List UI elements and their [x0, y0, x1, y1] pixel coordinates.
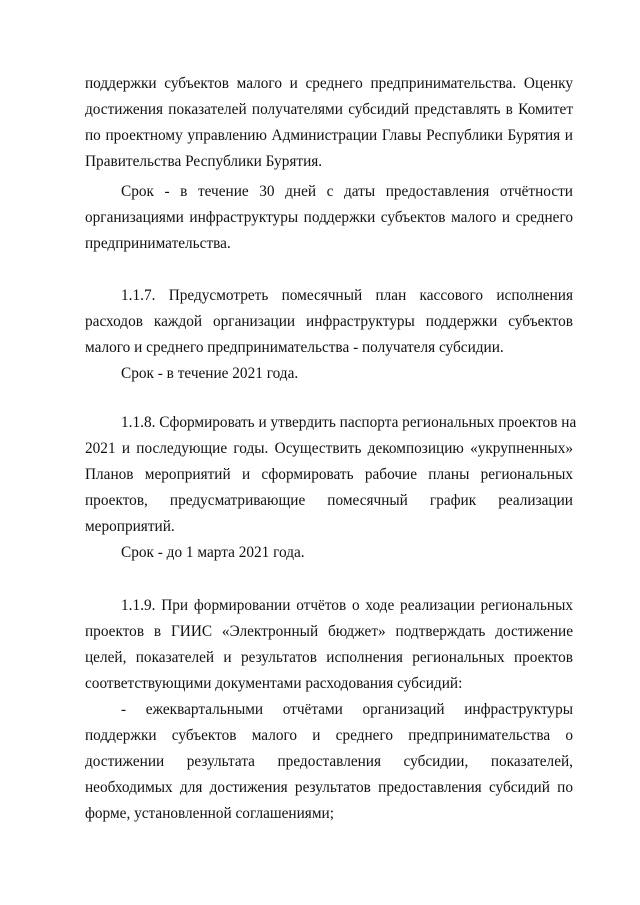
- item-1-1-7-line: малого и среднего предпринимательства - получателя субсидии.: [85, 339, 504, 356]
- deadline-line: Срок - в течение 2021 года.: [121, 365, 299, 382]
- bullet-line: форме, установленной соглашениями;: [85, 805, 334, 822]
- paragraph-line: Правительства Республики Бурятия.: [85, 153, 323, 170]
- item-1-1-8-line: 2021 и последующие годы. Осуществить декомпозицию «укрупненных»: [85, 440, 573, 457]
- bullet-line: необходимых для достижения результатов предоставления субсидий по: [85, 779, 573, 796]
- deadline-line: предпринимательства.: [85, 235, 231, 252]
- deadline-line: Срок - до 1 марта 2021 года.: [121, 544, 305, 561]
- bullet-line: - ежеквартальными отчётами организаций инфраструктуры: [121, 701, 573, 718]
- bullet-line: достижении результата предоставления субсидии, показателей,: [85, 753, 573, 770]
- item-1-1-8-line: 1.1.8. Сформировать и утвердить паспорта региональных проектов на: [121, 414, 577, 431]
- item-1-1-9-line: 1.1.9. При формировании отчётов о ходе реализации региональных: [121, 597, 573, 614]
- item-1-1-8-line: Планов мероприятий и сформировать рабочие планы региональных: [85, 466, 573, 483]
- paragraph-line: достижения показателей получателями субсидий представлять в Комитет: [85, 101, 573, 118]
- item-1-1-7-line: расходов каждой организации инфраструктуры поддержки субъектов: [85, 313, 573, 330]
- deadline-line: организациями инфраструктуры поддержки субъектов малого и среднего: [85, 209, 573, 226]
- item-1-1-9-line: соответствующими документами расходования субсидий:: [85, 675, 463, 692]
- item-1-1-9-line: целей, показателей и результатов исполнения региональных проектов: [85, 649, 573, 666]
- item-1-1-8-line: мероприятий.: [85, 518, 175, 535]
- paragraph-line: поддержки субъектов малого и среднего предпринимательства. Оценку: [85, 75, 573, 92]
- item-1-1-7-line: 1.1.7. Предусмотреть помесячный план кассового исполнения: [121, 287, 573, 304]
- paragraph-line: по проектному управлению Администрации Главы Республики Бурятия и: [85, 127, 573, 144]
- bullet-line: поддержки субъектов малого и среднего предпринимательства о: [85, 727, 573, 744]
- item-1-1-9-line: проектов в ГИИС «Электронный бюджет» подтверждать достижение: [85, 623, 573, 640]
- item-1-1-8-line: проектов, предусматривающие помесячный график реализации: [85, 492, 573, 509]
- deadline-line: Срок - в течение 30 дней с даты предоставления отчётности: [121, 183, 573, 200]
